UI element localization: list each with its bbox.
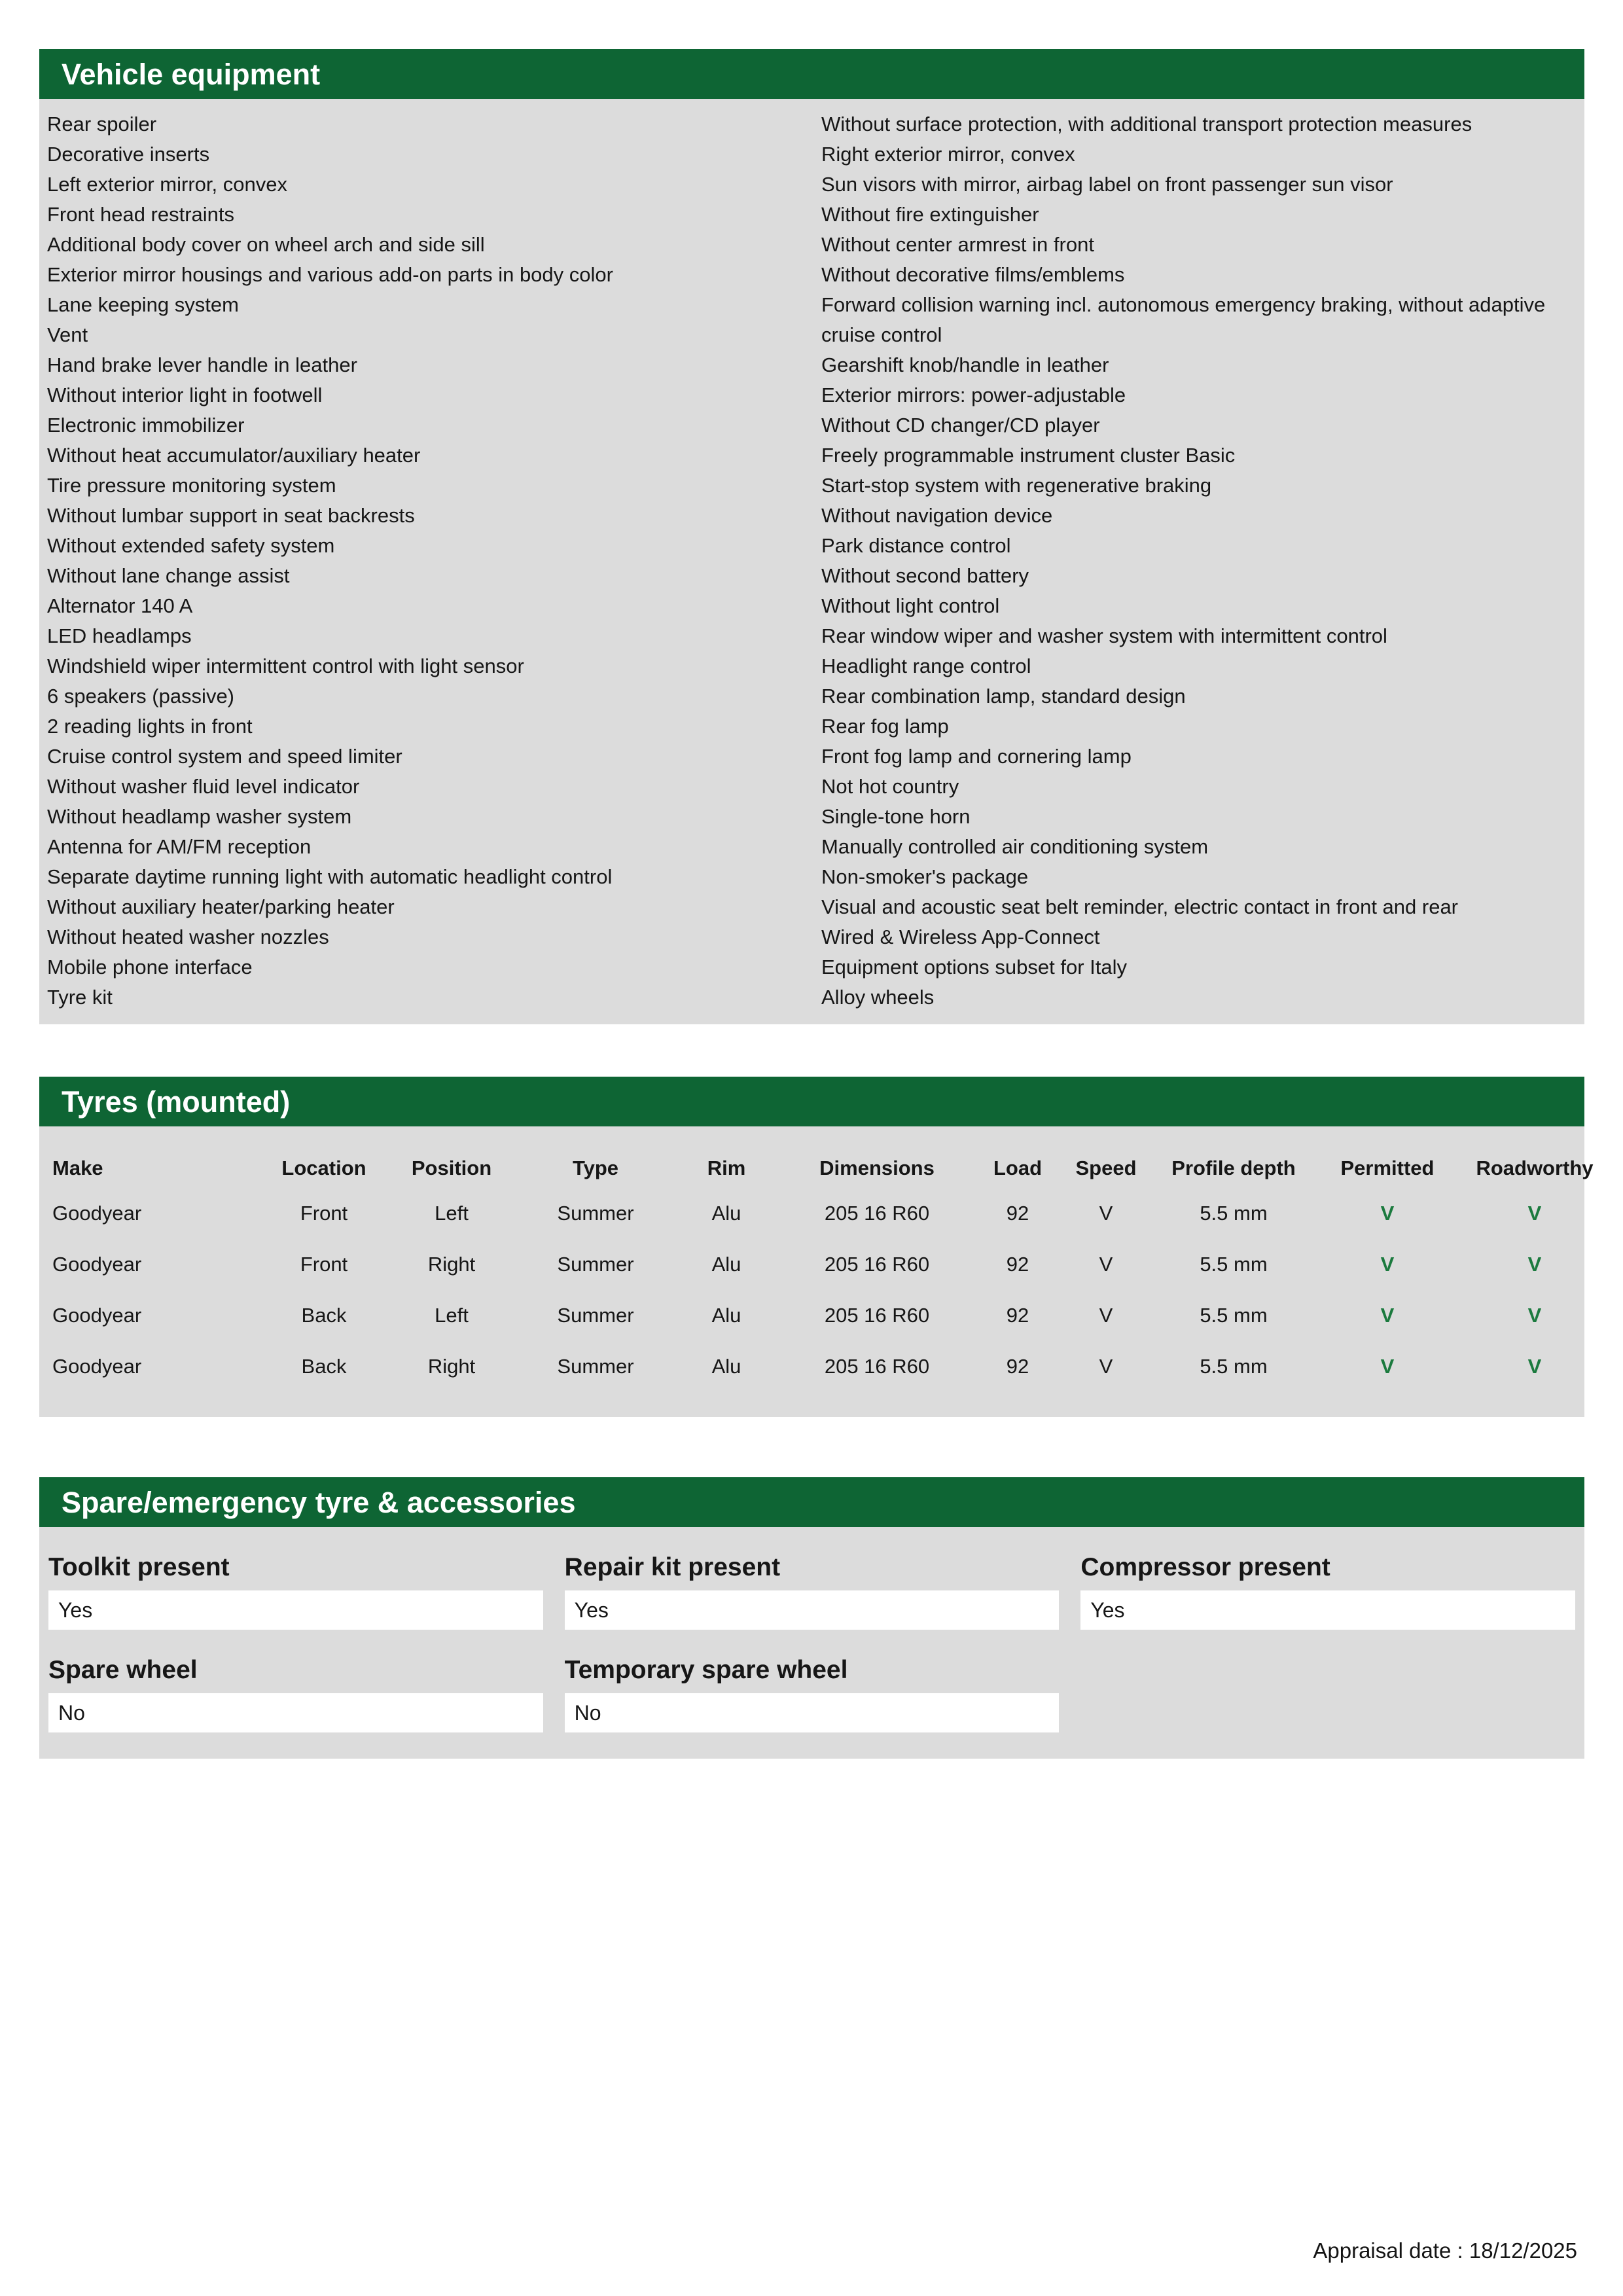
tyres-header xyxy=(39,1077,1584,1126)
tyres-table-header-row xyxy=(39,1126,1610,1188)
equipment-item: Windshield wiper intermittent control with light sensor xyxy=(47,655,524,677)
tyre-load: 92 xyxy=(1006,1202,1029,1225)
tyre-dimensions: 205 16 R60 xyxy=(824,1355,930,1378)
tyre-speed: V xyxy=(1099,1202,1113,1225)
vehicle-equipment-header xyxy=(39,49,1584,99)
equipment-item: Start-stop system with regenerative braking xyxy=(821,474,1212,497)
column-header-make: Make xyxy=(52,1157,103,1179)
equipment-item: Without fire extinguisher xyxy=(821,203,1039,226)
column-header-profile-depth: Profile depth xyxy=(1171,1157,1296,1179)
equipment-item: Without washer fluid level indicator xyxy=(47,775,360,798)
tyre-load: 92 xyxy=(1006,1253,1029,1276)
spare-fields xyxy=(39,1527,1584,1759)
field-label: Repair kit present xyxy=(564,1553,781,1581)
equipment-item: Without interior light in footwell xyxy=(47,384,323,406)
field-label: Temporary spare wheel xyxy=(564,1656,848,1684)
equipment-item: Tire pressure monitoring system xyxy=(47,474,336,497)
equipment-item: 2 reading lights in front xyxy=(47,715,253,738)
section-title: Spare/emergency tyre & accessories xyxy=(62,1486,576,1519)
appraisal-date: Appraisal date : 18/12/2025 xyxy=(1313,2238,1577,2263)
equipment-item: Visual and acoustic seat belt reminder, electric contact in front and rear xyxy=(821,895,1459,918)
tyre-permitted-check: V xyxy=(1380,1202,1395,1225)
tyre-row xyxy=(39,1188,1610,1239)
tyre-type: Summer xyxy=(557,1253,634,1276)
tyre-roadworthy-check: V xyxy=(1527,1304,1542,1327)
equipment-item: Without navigation device xyxy=(821,504,1053,527)
tyres-table xyxy=(39,1126,1610,1392)
tyre-make: Goodyear xyxy=(52,1355,142,1378)
field-label: Toolkit present xyxy=(48,1553,230,1581)
equipment-item: Non-smoker's package xyxy=(821,865,1029,888)
equipment-item: Without center armrest in front xyxy=(821,233,1094,256)
column-header-rim: Rim xyxy=(707,1157,746,1179)
equipment-item: Without auxiliary heater/parking heater xyxy=(47,895,395,918)
spare-header xyxy=(39,1477,1584,1527)
tyre-position: Right xyxy=(427,1355,476,1378)
equipment-item: Tyre kit xyxy=(47,986,113,1009)
spare-field xyxy=(48,1553,543,1630)
equipment-item: Without CD changer/CD player xyxy=(821,414,1100,437)
equipment-item: Cruise control system and speed limiter xyxy=(47,745,402,768)
equipment-item: Without heat accumulator/auxiliary heater xyxy=(47,444,421,467)
equipment-item: LED headlamps xyxy=(47,624,192,647)
tyre-load: 92 xyxy=(1006,1355,1029,1378)
equipment-item: Alloy wheels xyxy=(821,986,935,1009)
equipment-column-right xyxy=(821,109,1577,1013)
tyre-type: Summer xyxy=(557,1355,634,1378)
tyre-location: Back xyxy=(301,1304,347,1327)
equipment-item: Without heated washer nozzles xyxy=(47,925,329,948)
equipment-item: Without lane change assist xyxy=(47,564,290,587)
vehicle-equipment-list xyxy=(39,99,1584,1024)
equipment-item: Vent xyxy=(47,323,88,346)
tyre-dimensions: 205 16 R60 xyxy=(824,1253,930,1276)
tyre-row xyxy=(39,1239,1610,1290)
equipment-column-left xyxy=(47,109,821,1013)
tyre-permitted-check: V xyxy=(1380,1304,1395,1327)
column-header-position: Position xyxy=(411,1157,492,1179)
column-header-load: Load xyxy=(993,1157,1043,1179)
tyre-make: Goodyear xyxy=(52,1253,142,1276)
equipment-item: Without decorative films/emblems xyxy=(821,263,1125,286)
tyre-location: Front xyxy=(300,1253,348,1276)
tyre-row xyxy=(39,1341,1610,1392)
tyre-permitted-check: V xyxy=(1380,1355,1395,1378)
column-header-permitted: Permitted xyxy=(1340,1157,1435,1179)
equipment-item: Rear combination lamp, standard design xyxy=(821,685,1186,708)
equipment-item: Rear window wiper and washer system with intermittent control xyxy=(821,624,1387,647)
equipment-item: Sun visors with mirror, airbag label on front passenger sun visor xyxy=(821,173,1393,196)
tyre-rim: Alu xyxy=(711,1253,741,1276)
equipment-item: Manually controlled air conditioning system xyxy=(821,835,1209,858)
tyre-position: Left xyxy=(435,1202,469,1225)
tyre-make: Goodyear xyxy=(52,1202,142,1225)
tyre-dimensions: 205 16 R60 xyxy=(824,1304,930,1327)
tyre-position: Right xyxy=(427,1253,476,1276)
equipment-item: Front fog lamp and cornering lamp xyxy=(821,745,1132,768)
tyre-profile-depth: 5.5 mm xyxy=(1200,1355,1268,1378)
column-header-speed: Speed xyxy=(1075,1157,1137,1179)
field-value-box: No xyxy=(48,1693,543,1732)
tyre-speed: V xyxy=(1099,1355,1113,1378)
equipment-item: Without surface protection, with additional transport protection measures xyxy=(821,113,1472,135)
equipment-item: Headlight range control xyxy=(821,655,1031,677)
tyre-rim: Alu xyxy=(711,1355,741,1378)
column-header-dimensions: Dimensions xyxy=(819,1157,935,1179)
equipment-item: Not hot country xyxy=(821,775,959,798)
tyre-dimensions: 205 16 R60 xyxy=(824,1202,930,1225)
equipment-item: Gearshift knob/handle in leather xyxy=(821,353,1109,376)
field-value-box: Yes xyxy=(1080,1590,1575,1630)
tyres-table-wrapper xyxy=(39,1126,1594,1417)
spare-field xyxy=(565,1553,1060,1630)
column-header-roadworthy: Roadworthy xyxy=(1476,1157,1594,1179)
tyre-roadworthy-check: V xyxy=(1527,1202,1542,1225)
equipment-item: Without light control xyxy=(821,594,1000,617)
tyre-location: Front xyxy=(300,1202,348,1225)
tyre-profile-depth: 5.5 mm xyxy=(1200,1304,1268,1327)
spare-field xyxy=(565,1656,1060,1732)
equipment-item: Mobile phone interface xyxy=(47,956,253,978)
tyre-roadworthy-check: V xyxy=(1527,1253,1542,1276)
field-label: Spare wheel xyxy=(48,1656,198,1684)
equipment-item: Exterior mirrors: power-adjustable xyxy=(821,384,1126,406)
equipment-item: Single-tone horn xyxy=(821,805,971,828)
tyre-roadworthy-check: V xyxy=(1527,1355,1542,1378)
equipment-item: Separate daytime running light with automatic headlight control xyxy=(47,865,613,888)
spare-section xyxy=(39,1477,1584,1759)
tyres-section xyxy=(39,1077,1594,1417)
equipment-item: Park distance control xyxy=(821,534,1011,557)
tyre-profile-depth: 5.5 mm xyxy=(1200,1202,1268,1225)
equipment-item: Antenna for AM/FM reception xyxy=(47,835,312,858)
equipment-item: Equipment options subset for Italy xyxy=(821,956,1127,978)
tyre-position: Left xyxy=(435,1304,469,1327)
equipment-item: Hand brake lever handle in leather xyxy=(47,353,357,376)
tyre-profile-depth: 5.5 mm xyxy=(1200,1253,1268,1276)
section-title: Tyres (mounted) xyxy=(62,1085,291,1119)
spare-field xyxy=(1080,1553,1575,1630)
equipment-item: Freely programmable instrument cluster Basic xyxy=(821,444,1236,467)
equipment-item: Without headlamp washer system xyxy=(47,805,352,828)
equipment-item: Lane keeping system xyxy=(47,293,239,316)
tyre-location: Back xyxy=(301,1355,347,1378)
field-value-box: Yes xyxy=(48,1590,543,1630)
tyre-row xyxy=(39,1290,1610,1341)
equipment-item: 6 speakers (passive) xyxy=(47,685,235,708)
vehicle-equipment-section xyxy=(39,49,1584,1024)
tyre-load: 92 xyxy=(1006,1304,1029,1327)
column-header-type: Type xyxy=(572,1157,619,1179)
equipment-item: Forward collision warning incl. autonomous emergency braking, without adaptive cruise control xyxy=(821,293,1546,346)
field-value-box: Yes xyxy=(565,1590,1060,1630)
equipment-item: Without lumbar support in seat backrests xyxy=(47,504,415,527)
field-label: Compressor present xyxy=(1080,1553,1330,1581)
equipment-item: Without extended safety system xyxy=(47,534,335,557)
field-value-box: No xyxy=(565,1693,1060,1732)
tyre-speed: V xyxy=(1099,1304,1113,1327)
equipment-item: Rear spoiler xyxy=(47,113,157,135)
tyre-type: Summer xyxy=(557,1304,634,1327)
tyre-type: Summer xyxy=(557,1202,634,1225)
tyre-make: Goodyear xyxy=(52,1304,142,1327)
equipment-item: Wired & Wireless App-Connect xyxy=(821,925,1100,948)
tyre-rim: Alu xyxy=(711,1202,741,1225)
column-header-location: Location xyxy=(281,1157,366,1179)
equipment-item: Exterior mirror housings and various add-on parts in body color xyxy=(47,263,613,286)
equipment-item: Electronic immobilizer xyxy=(47,414,245,437)
section-title: Vehicle equipment xyxy=(62,58,321,91)
equipment-item: Left exterior mirror, convex xyxy=(47,173,287,196)
equipment-item: Without second battery xyxy=(821,564,1029,587)
equipment-item: Alternator 140 A xyxy=(47,594,193,617)
equipment-item: Additional body cover on wheel arch and side sill xyxy=(47,233,485,256)
equipment-item: Rear fog lamp xyxy=(821,715,949,738)
equipment-item: Right exterior mirror, convex xyxy=(821,143,1075,166)
tyre-speed: V xyxy=(1099,1253,1113,1276)
equipment-item: Decorative inserts xyxy=(47,143,210,166)
tyre-permitted-check: V xyxy=(1380,1253,1395,1276)
spare-field xyxy=(48,1656,543,1732)
equipment-item: Front head restraints xyxy=(47,203,235,226)
tyre-rim: Alu xyxy=(711,1304,741,1327)
